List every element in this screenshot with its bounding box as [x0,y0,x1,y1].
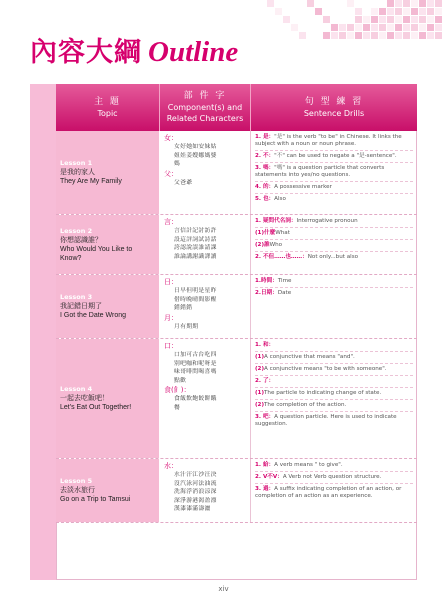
mosaic-tile [379,8,386,15]
mosaic-tile [347,24,354,31]
header-drills-en: Sentence Drills [303,108,365,118]
drill-explanation: Also [274,196,286,202]
sentence-drill-item [255,412,413,430]
lesson-topic-cell [56,131,160,214]
drill-explanation: Date [277,290,292,296]
related-characters: 誇認說誤誰請課 [174,245,217,251]
drills-cell [251,275,417,338]
mosaic-tile [299,32,306,39]
drill-pattern: 2. 不但……也……： [255,254,308,260]
mosaic-tile [371,24,378,31]
header-drills-zh: 句 型 練 習 [304,96,364,107]
mosaic-tile [275,8,282,15]
mosaic-tile [323,16,330,23]
mosaic-tile [419,32,426,39]
header-components-en-2: Related Characters [166,114,244,123]
mosaic-tile [387,32,394,39]
drill-pattern: 3. 過： [255,486,275,492]
mosaic-tile [411,32,418,39]
mosaic-tile [331,32,338,39]
sentence-drill-item [255,484,413,502]
mosaic-tile [403,16,410,23]
drill-pattern: 2. 不： [255,153,275,159]
lesson-row [56,275,417,339]
mosaic-tile [435,8,442,15]
drill-pattern: 1. 給： [255,462,275,468]
decorative-mosaic [267,0,447,40]
drill-explanation: A Verb not Verb question structure. [282,474,382,480]
mosaic-tile [363,24,370,31]
mosaic-tile [419,0,426,7]
sentence-drill-item [255,340,413,352]
mosaic-tile [403,24,410,31]
mosaic-tile [435,16,442,23]
page-title [30,30,238,69]
sentence-drill-item [255,376,413,388]
lesson-number: Lesson 1 [60,159,93,167]
header-topic [56,84,160,131]
mosaic-tile [371,16,378,23]
component-radical: 口： [164,342,178,350]
drill-explanation: "不" can be used to negate a "是-sentence". [274,153,397,159]
mosaic-tile [347,0,354,7]
drill-pattern: (2) [255,402,265,408]
mosaic-tile [339,24,346,31]
drills-cell [251,215,417,274]
drill-pattern: (1) [255,354,265,360]
sentence-drill-item [255,151,413,163]
related-characters: 姐娃姜嫂娜媽婆 [174,152,217,159]
mosaic-tile [435,32,442,39]
lesson-topic-cell [56,339,160,458]
drill-pattern: 1. 和： [255,342,275,348]
mosaic-tile [387,8,394,15]
component-radical: 食(飠)： [164,386,191,394]
components-cell [160,215,251,274]
related-characters: 日早但明是星昨 [174,288,217,294]
lesson-title-zh: 是我的家人 [60,168,95,176]
drill-explanation: Who [269,242,283,248]
lesson-topic-cell [56,275,160,338]
sentence-drill-item [255,276,413,288]
header-drills [251,84,417,131]
related-characters: 深淨游港渴盈漂 [174,497,217,504]
drill-pattern: 2. V不V： [255,474,283,480]
drill-pattern: 2. 了： [255,378,275,384]
drill-pattern: (1)什麼 [255,230,276,236]
sentence-drill-item [255,240,413,252]
mosaic-tile [395,24,402,31]
lesson-row [56,339,417,459]
mosaic-tile [339,32,346,39]
lesson-row [56,459,417,523]
mosaic-tile [291,24,298,31]
mosaic-tile [419,16,426,23]
lesson-title-zh: 去淡水旅行 [60,486,95,494]
mosaic-tile [403,8,410,15]
components-cell [160,459,251,522]
related-characters: 錯錯錯 [174,305,193,311]
related-characters: 水汁汗江沙汪決 [174,472,217,478]
drill-explanation: A question particle. Here is used to indicate suggestion. [255,414,397,427]
related-characters: 沒汽泳河法油流 [174,480,217,487]
mosaic-tile [355,8,362,15]
component-radical: 父： [164,169,178,178]
mosaic-tile [387,0,394,7]
lesson-row [56,215,417,275]
header-components-en-1: Component(s) and [167,103,243,112]
drill-explanation: Not only...but also [307,254,359,260]
related-characters: 月有期期 [174,323,199,330]
drill-pattern: (2)誰 [255,242,270,248]
lesson-title-zh: 你想認識誰？ [60,235,102,244]
header-components [160,84,251,131]
lesson-number: Lesson 4 [60,385,93,393]
mosaic-tile [435,0,442,7]
drill-explanation: A conjunctive that means "and". [264,354,355,360]
sentence-drill-item [255,194,413,205]
sentence-drill-item [255,216,413,228]
lesson-number: Lesson 5 [60,477,93,485]
component-radical: 女： [164,134,178,142]
mosaic-tile [395,32,402,39]
drill-explanation: The completion of the action. [264,402,347,408]
related-characters: 漢漆漆滿濤灑 [174,506,211,512]
drills-cell [251,459,417,522]
sentence-drill-item [255,163,413,182]
drill-explanation: The particle to indicating change of state. [264,390,382,396]
sentence-drill-item [255,132,413,151]
sentence-drill-item [255,472,413,484]
table-header [56,84,417,131]
related-characters: 女好她如安妹姑 [174,144,217,150]
drills-cell [251,131,417,214]
mosaic-tile [355,32,362,39]
mosaic-tile [371,8,378,15]
mosaic-tile [387,24,394,31]
mosaic-tile [387,16,394,23]
drill-explanation: Time [277,278,292,284]
sentence-drill-item [255,364,413,376]
components-cell [160,131,251,214]
mosaic-tile [411,8,418,15]
lesson-title-en: I Got the Date Wrong [60,312,127,319]
sidebar-accent-bar [30,84,56,580]
drill-explanation: "嗎" is a question particle that converts statements into yes/no questions. [255,165,385,178]
lesson-title-en: Go on a Trip to Tamsui [60,496,131,503]
sentence-drill-item [255,388,413,400]
component-radical: 日： [164,278,178,286]
mosaic-tile [419,8,426,15]
lesson-title-zh: 一起去吃飯吧！ [60,394,109,402]
mosaic-tile [379,24,386,31]
mosaic-tile [331,24,338,31]
mosaic-tile [411,16,418,23]
mosaic-tile [379,16,386,23]
drill-pattern: 2.日期： [255,290,278,296]
component-radical: 月： [164,313,178,322]
components-cell [160,275,251,338]
drill-explanation: A verb means " to give". [274,462,343,468]
lesson-title-en: Who Would You Like to Know? [60,245,133,262]
lesson-row [56,131,417,215]
sentence-drill-item [255,400,413,412]
mosaic-tile [283,16,290,23]
mosaic-tile [395,0,402,7]
mosaic-tile [427,24,434,31]
drills-cell [251,339,417,458]
related-characters: 設這評詞試詩話 [174,236,217,243]
related-characters: 媽 [174,161,181,167]
lesson-number: Lesson 3 [60,293,93,301]
lesson-title-en: They Are My Family [60,178,122,185]
related-characters: 言信計記討訪許 [174,228,217,234]
drill-pattern: 5. 也： [255,196,275,202]
drill-pattern: 3. 嗎： [255,165,275,171]
page-title-en: Outline [148,36,239,68]
mosaic-tile [355,24,362,31]
related-characters: 餐 [174,404,181,411]
mosaic-tile [395,8,402,15]
mosaic-tile [363,32,370,39]
mosaic-tile [427,32,434,39]
component-radical: 水： [164,462,178,470]
header-components-zh: 部 件 字 [183,91,227,101]
mosaic-tile [315,8,322,15]
drill-explanation: A suffix indicating completion of an action, or completion of an action as an experience. [255,486,402,499]
mosaic-tile [411,24,418,31]
mosaic-tile [427,0,434,7]
drill-pattern: (2) [255,366,265,372]
related-characters: 洗海浮消浪涼深 [174,489,217,495]
drill-explanation: A conjunctive means "to be with someone". [264,366,387,372]
mosaic-tile [355,16,362,23]
related-characters: 父爸爺 [174,179,193,186]
lesson-topic-cell [56,215,160,274]
related-characters: 食飯飲飽餃餅餓 [174,396,217,402]
mosaic-tile [347,32,354,39]
drill-pattern: 1. 疑問代名詞： [255,218,297,224]
drill-explanation: A possessive marker [274,184,332,190]
drill-pattern: 3. 吧： [255,414,275,420]
related-characters: 借時晚晴間影醒 [174,296,217,303]
mosaic-tile [427,8,434,15]
sentence-drill-item [255,460,413,472]
drill-pattern: 1. 是： [255,134,275,140]
sentence-drill-item [255,182,413,194]
mosaic-tile [363,16,370,23]
mosaic-tile [403,0,410,7]
lesson-number: Lesson 2 [60,226,93,235]
mosaic-tile [427,16,434,23]
mosaic-tile [419,24,426,31]
mosaic-tile [323,32,330,39]
drill-pattern: 4. 的： [255,184,275,190]
mosaic-tile [379,32,386,39]
drill-explanation: Interrogative pronoun [296,218,358,224]
related-characters: 點歡 [174,377,187,384]
mosaic-tile [435,24,442,31]
lesson-topic-cell [56,459,160,522]
drill-explanation: What [275,230,290,236]
sentence-drill-item [255,228,413,240]
mosaic-tile [267,0,274,7]
drill-pattern: 1.時間： [255,278,278,284]
related-characters: 別吧咖和呢呀是 [174,360,217,367]
drill-pattern: (1) [255,390,265,396]
header-topic-en: Topic [97,108,118,118]
page-title-zh: 內容大綱 [30,37,142,68]
component-radical: 言： [164,218,178,226]
sentence-drill-item [255,352,413,364]
drill-explanation: "是" is the verb "to be" in Chinese. It links the subject with a noun or noun phrase. [255,134,402,147]
mosaic-tile [403,32,410,39]
sentence-drill-item [255,252,413,263]
related-characters: 味哥啡問喝喜嗎 [174,369,217,375]
mosaic-tile [395,16,402,23]
mosaic-tile [307,0,314,7]
mosaic-tile [371,32,378,39]
mosaic-tile [411,0,418,7]
lesson-title-en: Let's Eat Out Together! [60,404,132,411]
sentence-drill-item [255,288,413,299]
lesson-title-zh: 我記錯日期了 [60,302,102,310]
related-characters: 誰論講謝識譯讀 [174,253,217,260]
page-number: xiv [218,585,229,593]
components-cell [160,339,251,458]
lesson-rows [56,131,417,523]
related-characters: 口加可古台吃四 [174,352,217,358]
header-topic-zh: 主 題 [94,96,121,107]
